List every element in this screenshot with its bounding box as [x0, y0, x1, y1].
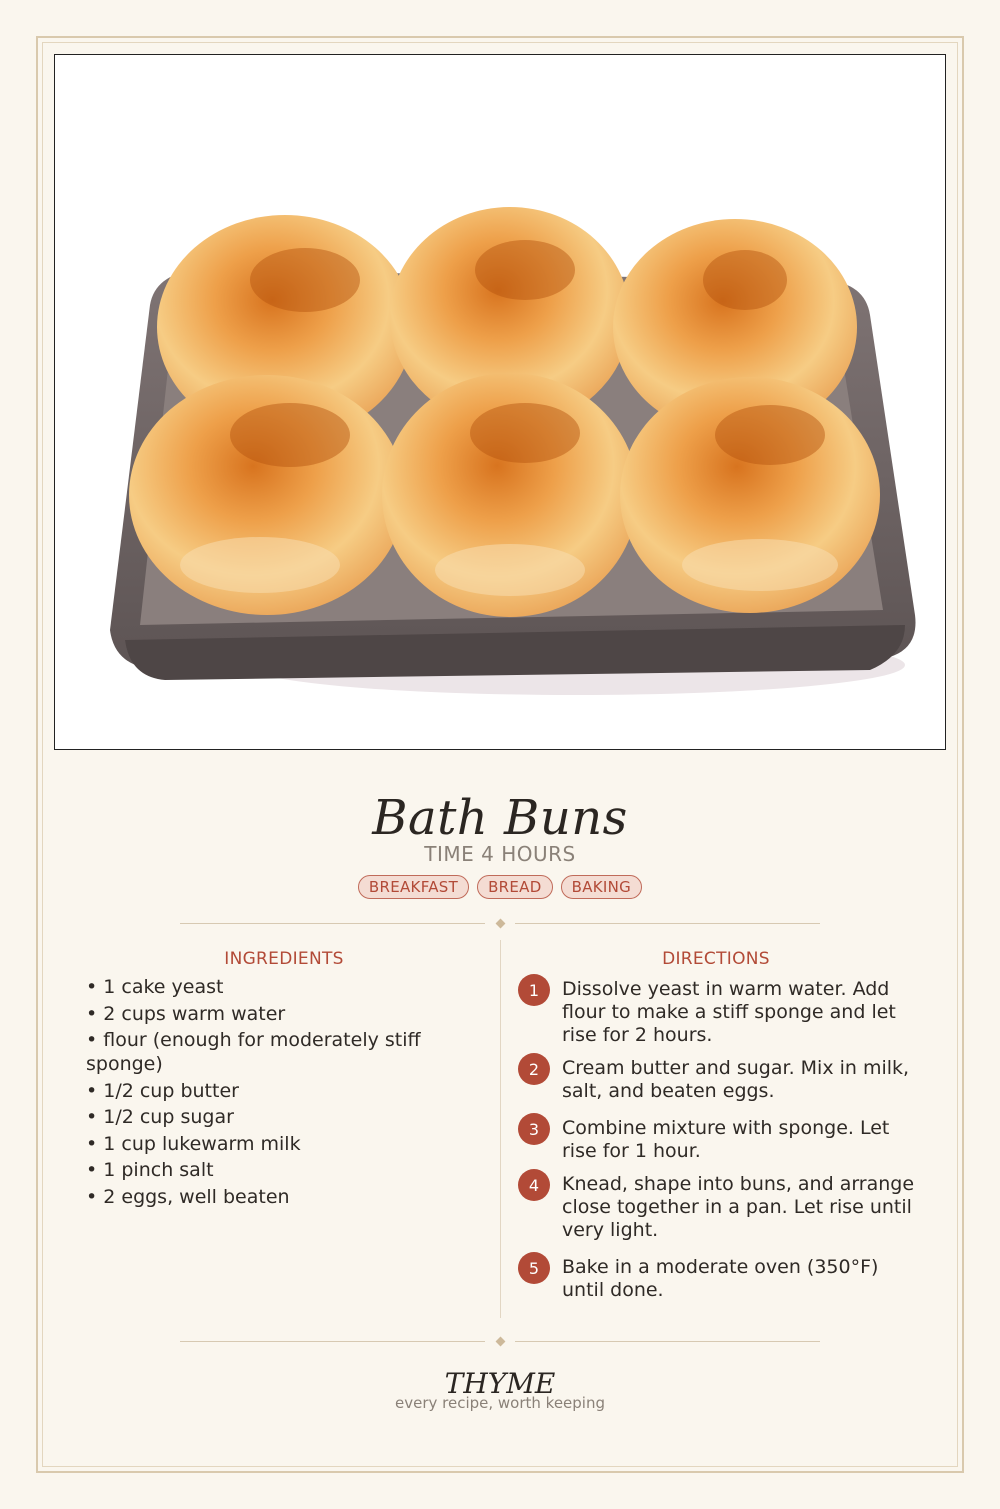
ingredient-item: • 1 cup lukewarm milk [86, 1132, 301, 1155]
ingredient-item: • flour (enough for moderately stiff sponge) [86, 1029, 421, 1075]
ingredient-item: • 1 pinch salt [86, 1159, 214, 1181]
step-number-badge: 1 [518, 974, 550, 1006]
ingredient-item: • 1/2 cup butter [86, 1079, 239, 1102]
ingredient-item: • 2 eggs, well beaten [86, 1185, 290, 1208]
tag-baking[interactable]: BAKING [561, 875, 642, 899]
ingredient-item: • 1 cake yeast [86, 976, 224, 998]
recipe-time: TIME 4 HOURS [424, 842, 576, 866]
divider-right [515, 923, 820, 924]
direction-step [518, 1169, 918, 1242]
footer-divider-left [180, 1341, 485, 1342]
ingredients-list [86, 975, 466, 1211]
step-text: Knead, shape into buns, and arrange close together in a pan. Let rise until very light. [562, 1173, 915, 1241]
recipe-title: Bath Buns [372, 790, 628, 846]
step-text: Combine mixture with sponge. Let rise for 1 hour. [562, 1117, 890, 1162]
column-divider [500, 940, 501, 1318]
tag-breakfast[interactable]: BREAKFAST [358, 875, 469, 899]
directions-heading: DIRECTIONS [662, 949, 770, 969]
step-text: Bake in a moderate oven (350°F) until done. [562, 1256, 879, 1301]
step-number-badge: 5 [518, 1252, 550, 1284]
ingredient-item: • 2 cups warm water [86, 1002, 286, 1025]
step-number-badge: 2 [518, 1053, 550, 1085]
ingredient-item: • 1/2 cup sugar [86, 1106, 234, 1128]
recipe-photo [54, 54, 946, 750]
step-text: Cream butter and sugar. Mix in milk, salt, and beaten eggs. [562, 1057, 910, 1102]
brand-tagline: every recipe, worth keeping [394, 1394, 605, 1412]
tag-bread[interactable]: BREAD [477, 875, 553, 899]
tag-list [0, 875, 1000, 899]
buns-illustration [55, 55, 945, 749]
brand-name: THYME [444, 1367, 556, 1400]
direction-step [518, 1113, 918, 1163]
step-number-badge: 3 [518, 1113, 550, 1145]
ingredients-heading: INGREDIENTS [224, 949, 344, 969]
direction-step [518, 1053, 918, 1103]
step-text: Dissolve yeast in warm water. Add flour to make a stiff sponge and let rise for 2 hours. [562, 978, 896, 1046]
footer-divider-right [515, 1341, 820, 1342]
divider-left [180, 923, 485, 924]
direction-step [518, 1252, 918, 1302]
step-number-badge: 4 [518, 1169, 550, 1201]
direction-step [518, 974, 918, 1047]
